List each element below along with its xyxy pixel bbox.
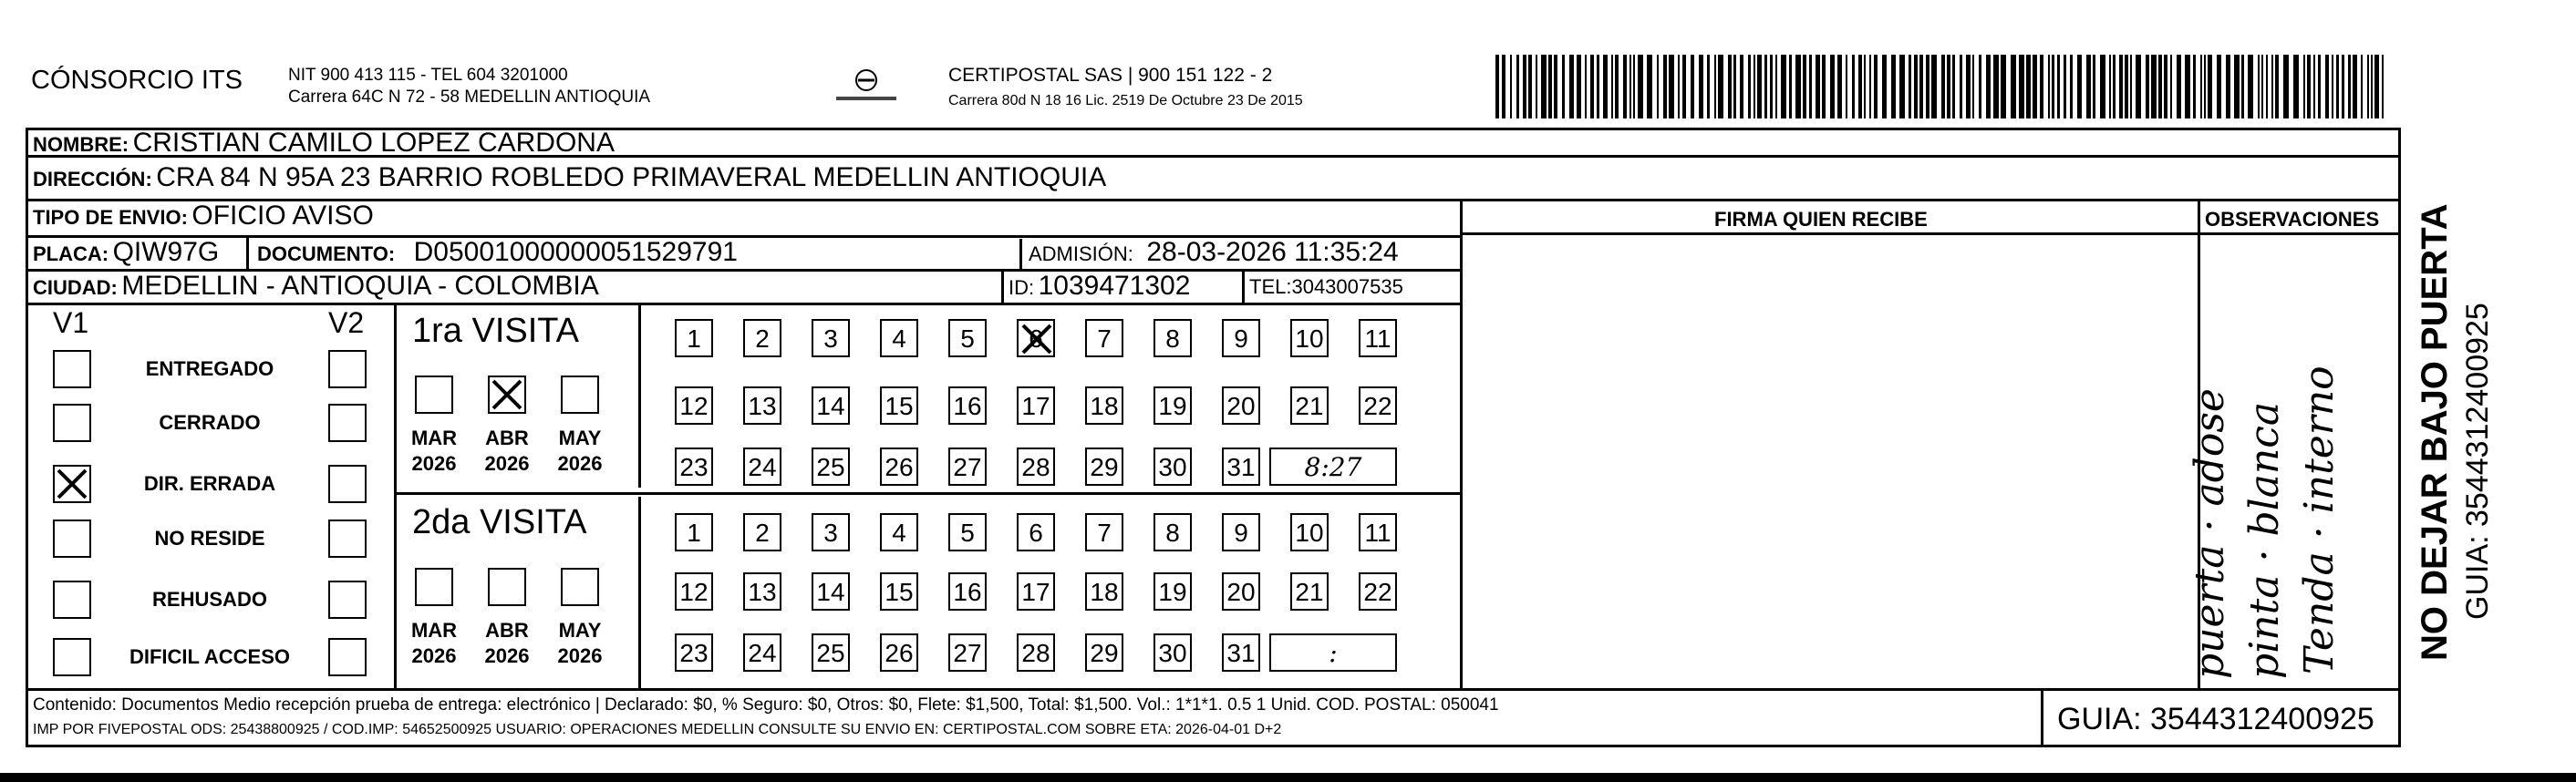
footer-line2: IMP POR FIVEPOSTAL ODS: 25438800925 / COD.IMP: 54652500925 USUARIO: OPERACIONES MEDELLIN CONSULTE SU ENVIO EN: CERTIPOSTAL.COM SOBRE ETA: 2026-04-01 D+2: [33, 722, 1282, 737]
visit2-title: 2da VISITA: [412, 503, 587, 541]
visit1-day-box[interactable]: 20: [1222, 386, 1260, 425]
status-label: DIR. ERRADA: [143, 472, 276, 495]
visit2-day-box[interactable]: 29: [1085, 633, 1123, 672]
v1-header: V1: [53, 306, 89, 339]
visit1-day-box[interactable]: 23: [675, 448, 713, 486]
status-v1-checkbox[interactable]: [53, 520, 91, 558]
visit1-day-box[interactable]: 1: [675, 319, 713, 357]
status-v1-checkbox[interactable]: [53, 581, 91, 619]
status-v2-checkbox[interactable]: [328, 465, 367, 503]
visit2-day-box[interactable]: 7: [1085, 513, 1123, 551]
visit2-day-box[interactable]: 18: [1085, 572, 1123, 611]
id-value: 1039471302: [1038, 271, 1191, 301]
visit1-day-box[interactable]: 29: [1085, 448, 1123, 486]
status-v2-checkbox[interactable]: [328, 638, 367, 676]
placa-label: PLACA:: [33, 242, 109, 265]
visit2-month-label: MAY: [558, 619, 602, 642]
visit1-time-box[interactable]: 8:27: [1269, 448, 1397, 486]
status-v1-checkbox[interactable]: [53, 350, 91, 388]
visit2-day-box[interactable]: 31: [1222, 633, 1260, 672]
status-v2-checkbox[interactable]: [328, 350, 367, 388]
visit2-day-box[interactable]: 26: [880, 633, 918, 672]
visit2-day-box[interactable]: 16: [948, 572, 987, 611]
visit2-day-box[interactable]: 21: [1290, 572, 1329, 611]
nombre-value: CRISTIAN CAMILO LOPEZ CARDONA: [132, 128, 615, 158]
visit2-day-box[interactable]: 6: [1017, 513, 1055, 551]
status-v2-checkbox[interactable]: [328, 520, 367, 558]
visit1-year-label: 2026: [484, 452, 530, 475]
visit1-year-label: 2026: [411, 452, 457, 475]
id-label: ID:: [1009, 276, 1035, 299]
visit2-year-label: 2026: [484, 644, 530, 667]
direccion-value: CRA 84 N 95A 23 BARRIO ROBLEDO PRIMAVERAL MEDELLIN ANTIOQUIA: [156, 162, 1107, 192]
visit2-day-box[interactable]: 17: [1017, 572, 1055, 611]
visit2-month-checkbox[interactable]: [415, 568, 453, 606]
tipo-envio-label: TIPO DE ENVIO:: [33, 206, 188, 229]
status-label: ENTREGADO: [145, 357, 274, 380]
visit1-day-box[interactable]: 18: [1085, 386, 1123, 425]
status-label: DIFICIL ACCESO: [129, 645, 290, 668]
visit2-day-box[interactable]: 30: [1154, 633, 1192, 672]
visit2-day-box[interactable]: 19: [1154, 572, 1192, 611]
check-x-icon: [490, 377, 524, 412]
visit2-day-box[interactable]: 4: [880, 513, 918, 551]
status-v1-checkbox[interactable]: [53, 404, 91, 442]
placa-value: QIW97G: [112, 237, 220, 267]
visit2-day-box[interactable]: 15: [880, 572, 918, 611]
tipo-envio-value: OFICIO AVISO: [191, 201, 374, 231]
visit1-day-box[interactable]: 7: [1085, 319, 1123, 357]
courier-logo-icon: [825, 64, 907, 109]
company-name: CÓNSORCIO ITS: [31, 66, 243, 95]
admision-label: ADMISIÓN:: [1029, 242, 1133, 265]
visit1-day-box[interactable]: 14: [812, 386, 850, 425]
visit2-day-box[interactable]: 8: [1154, 513, 1192, 551]
visit2-day-box[interactable]: 1: [675, 513, 713, 551]
visit1-day-box[interactable]: 16: [948, 386, 987, 425]
visit2-month-label: ABR: [485, 619, 529, 642]
observaciones-header: OBSERVACIONES: [2205, 208, 2380, 231]
visit1-title: 1ra VISITA: [412, 312, 580, 350]
visit2-day-box[interactable]: 3: [812, 513, 850, 551]
visit1-month-label: MAY: [558, 427, 602, 449]
tel-value: 3043007535: [1291, 275, 1403, 298]
visit2-day-box[interactable]: 28: [1017, 633, 1055, 672]
footer-guia: GUIA: 3544312400925: [2057, 702, 2374, 736]
visit1-day-box[interactable]: 30: [1154, 448, 1192, 486]
visit1-day-box[interactable]: 31: [1222, 448, 1260, 486]
visit2-day-box[interactable]: 22: [1359, 572, 1397, 611]
visit1-day-box[interactable]: 21: [1290, 386, 1329, 425]
visit1-month-checkbox[interactable]: [488, 376, 526, 414]
side-warning: NO DEJAR BAJO PUERTA: [2415, 203, 2455, 661]
visit1-day-box[interactable]: 9: [1222, 319, 1260, 357]
visit2-time-box[interactable]: :: [1269, 633, 1397, 672]
visit2-day-box[interactable]: 14: [812, 572, 850, 611]
tel-label: TEL:: [1249, 275, 1292, 298]
visit2-day-box[interactable]: 20: [1222, 572, 1260, 611]
visit1-day-box[interactable]: 8: [1154, 319, 1192, 357]
footer-line1: Contenido: Documentos Medio recepción prueba de entrega: electrónico | Declarado: $0, % Seguro: $0, Otros: $0, Flete: $1,500, Total: $1,500. Vol.: 1*1*1. 0.5 1 Unid. COD. POSTAL: 050041: [33, 695, 1499, 715]
documento-value: D05001000000051529791: [413, 237, 738, 267]
visit1-day-box[interactable]: 11: [1359, 319, 1397, 357]
status-v1-checkbox[interactable]: [53, 465, 91, 503]
barcode: [1495, 55, 2389, 118]
visit2-day-box[interactable]: 11: [1359, 513, 1397, 551]
visit1-day-box[interactable]: 3: [812, 319, 850, 357]
visit2-day-box[interactable]: 23: [675, 633, 713, 672]
documento-label: DOCUMENTO:: [257, 242, 396, 265]
visit1-day-box[interactable]: 24: [743, 448, 781, 486]
check-x-icon: [55, 467, 89, 501]
visit2-day-box[interactable]: 2: [743, 513, 781, 551]
bottom-edge: [0, 773, 2576, 782]
visit1-day-box[interactable]: 22: [1359, 386, 1397, 425]
company-info-line1: NIT 900 413 115 - TEL 604 3201000: [288, 66, 568, 85]
ciudad-label: CIUDAD:: [33, 276, 118, 299]
firma-header: FIRMA QUIEN RECIBE: [1714, 208, 1928, 231]
courier-info-line1: CERTIPOSTAL SAS | 900 151 122 - 2: [948, 65, 1273, 86]
visit2-month-checkbox[interactable]: [488, 568, 526, 606]
visit1-day-box[interactable]: 4: [880, 319, 918, 357]
visit2-month-checkbox[interactable]: [561, 568, 599, 606]
status-label: REHUSADO: [152, 588, 267, 611]
status-v2-checkbox[interactable]: [328, 581, 367, 619]
visit1-day-box[interactable]: 12: [675, 386, 713, 425]
handwritten-note-1: puerta · adose: [2187, 388, 2233, 679]
visit1-day-box[interactable]: 2: [743, 319, 781, 357]
visit2-year-label: 2026: [557, 644, 603, 667]
status-v1-checkbox[interactable]: [53, 638, 91, 676]
visit2-day-box[interactable]: 5: [948, 513, 987, 551]
visit1-day-box[interactable]: 13: [743, 386, 781, 425]
visit2-day-box[interactable]: 12: [675, 572, 713, 611]
visit2-day-box[interactable]: 27: [948, 633, 987, 672]
v2-header: V2: [328, 306, 365, 339]
company-info-line2: Carrera 64C N 72 - 58 MEDELLIN ANTIOQUIA: [288, 87, 651, 107]
visit2-day-box[interactable]: 13: [743, 572, 781, 611]
visit1-day-box[interactable]: 17: [1017, 386, 1055, 425]
visit1-day-box[interactable]: 26: [880, 448, 918, 486]
visit1-day-box[interactable]: 6: [1017, 319, 1055, 357]
visit1-day-box[interactable]: 15: [880, 386, 918, 425]
visit1-day-box[interactable]: 25: [812, 448, 850, 486]
handwritten-note-3: Tenda · interno: [2296, 365, 2343, 674]
side-guia: GUIA: 3544312400925: [2460, 303, 2495, 620]
admision-value: 28-03-2026 11:35:24: [1146, 237, 1399, 267]
visit2-day-box[interactable]: 10: [1290, 513, 1329, 551]
status-label: NO RESIDE: [154, 527, 265, 550]
visit2-day-box[interactable]: 25: [812, 633, 850, 672]
form-frame: [26, 128, 2401, 747]
visit1-month-label: ABR: [485, 427, 529, 449]
visit1-day-box[interactable]: 10: [1290, 319, 1329, 357]
nombre-label: NOMBRE:: [33, 133, 129, 156]
visit1-month-checkbox[interactable]: [561, 376, 599, 414]
visit1-year-label: 2026: [557, 452, 603, 475]
visit2-year-label: 2026: [411, 644, 457, 667]
status-label: CERRADO: [159, 411, 261, 434]
courier-info-line2: Carrera 80d N 18 16 Lic. 2519 De Octubre 23 De 2015: [948, 93, 1303, 108]
visit1-month-checkbox[interactable]: [415, 376, 453, 414]
direccion-label: DIRECCIÓN:: [33, 168, 152, 190]
visit1-day-box[interactable]: 27: [948, 448, 987, 486]
ciudad-value: MEDELLIN - ANTIOQUIA - COLOMBIA: [121, 271, 599, 301]
visit1-day-box[interactable]: 5: [948, 319, 987, 357]
visit2-day-box[interactable]: 9: [1222, 513, 1260, 551]
visit2-day-box[interactable]: 24: [743, 633, 781, 672]
visit1-day-box[interactable]: 28: [1017, 448, 1055, 486]
handwritten-note-2: pinta · blanca: [2241, 401, 2288, 679]
visit1-day-box[interactable]: 19: [1154, 386, 1192, 425]
status-v2-checkbox[interactable]: [328, 404, 367, 442]
visit1-month-label: MAR: [410, 427, 458, 449]
visit2-month-label: MAR: [410, 619, 458, 642]
